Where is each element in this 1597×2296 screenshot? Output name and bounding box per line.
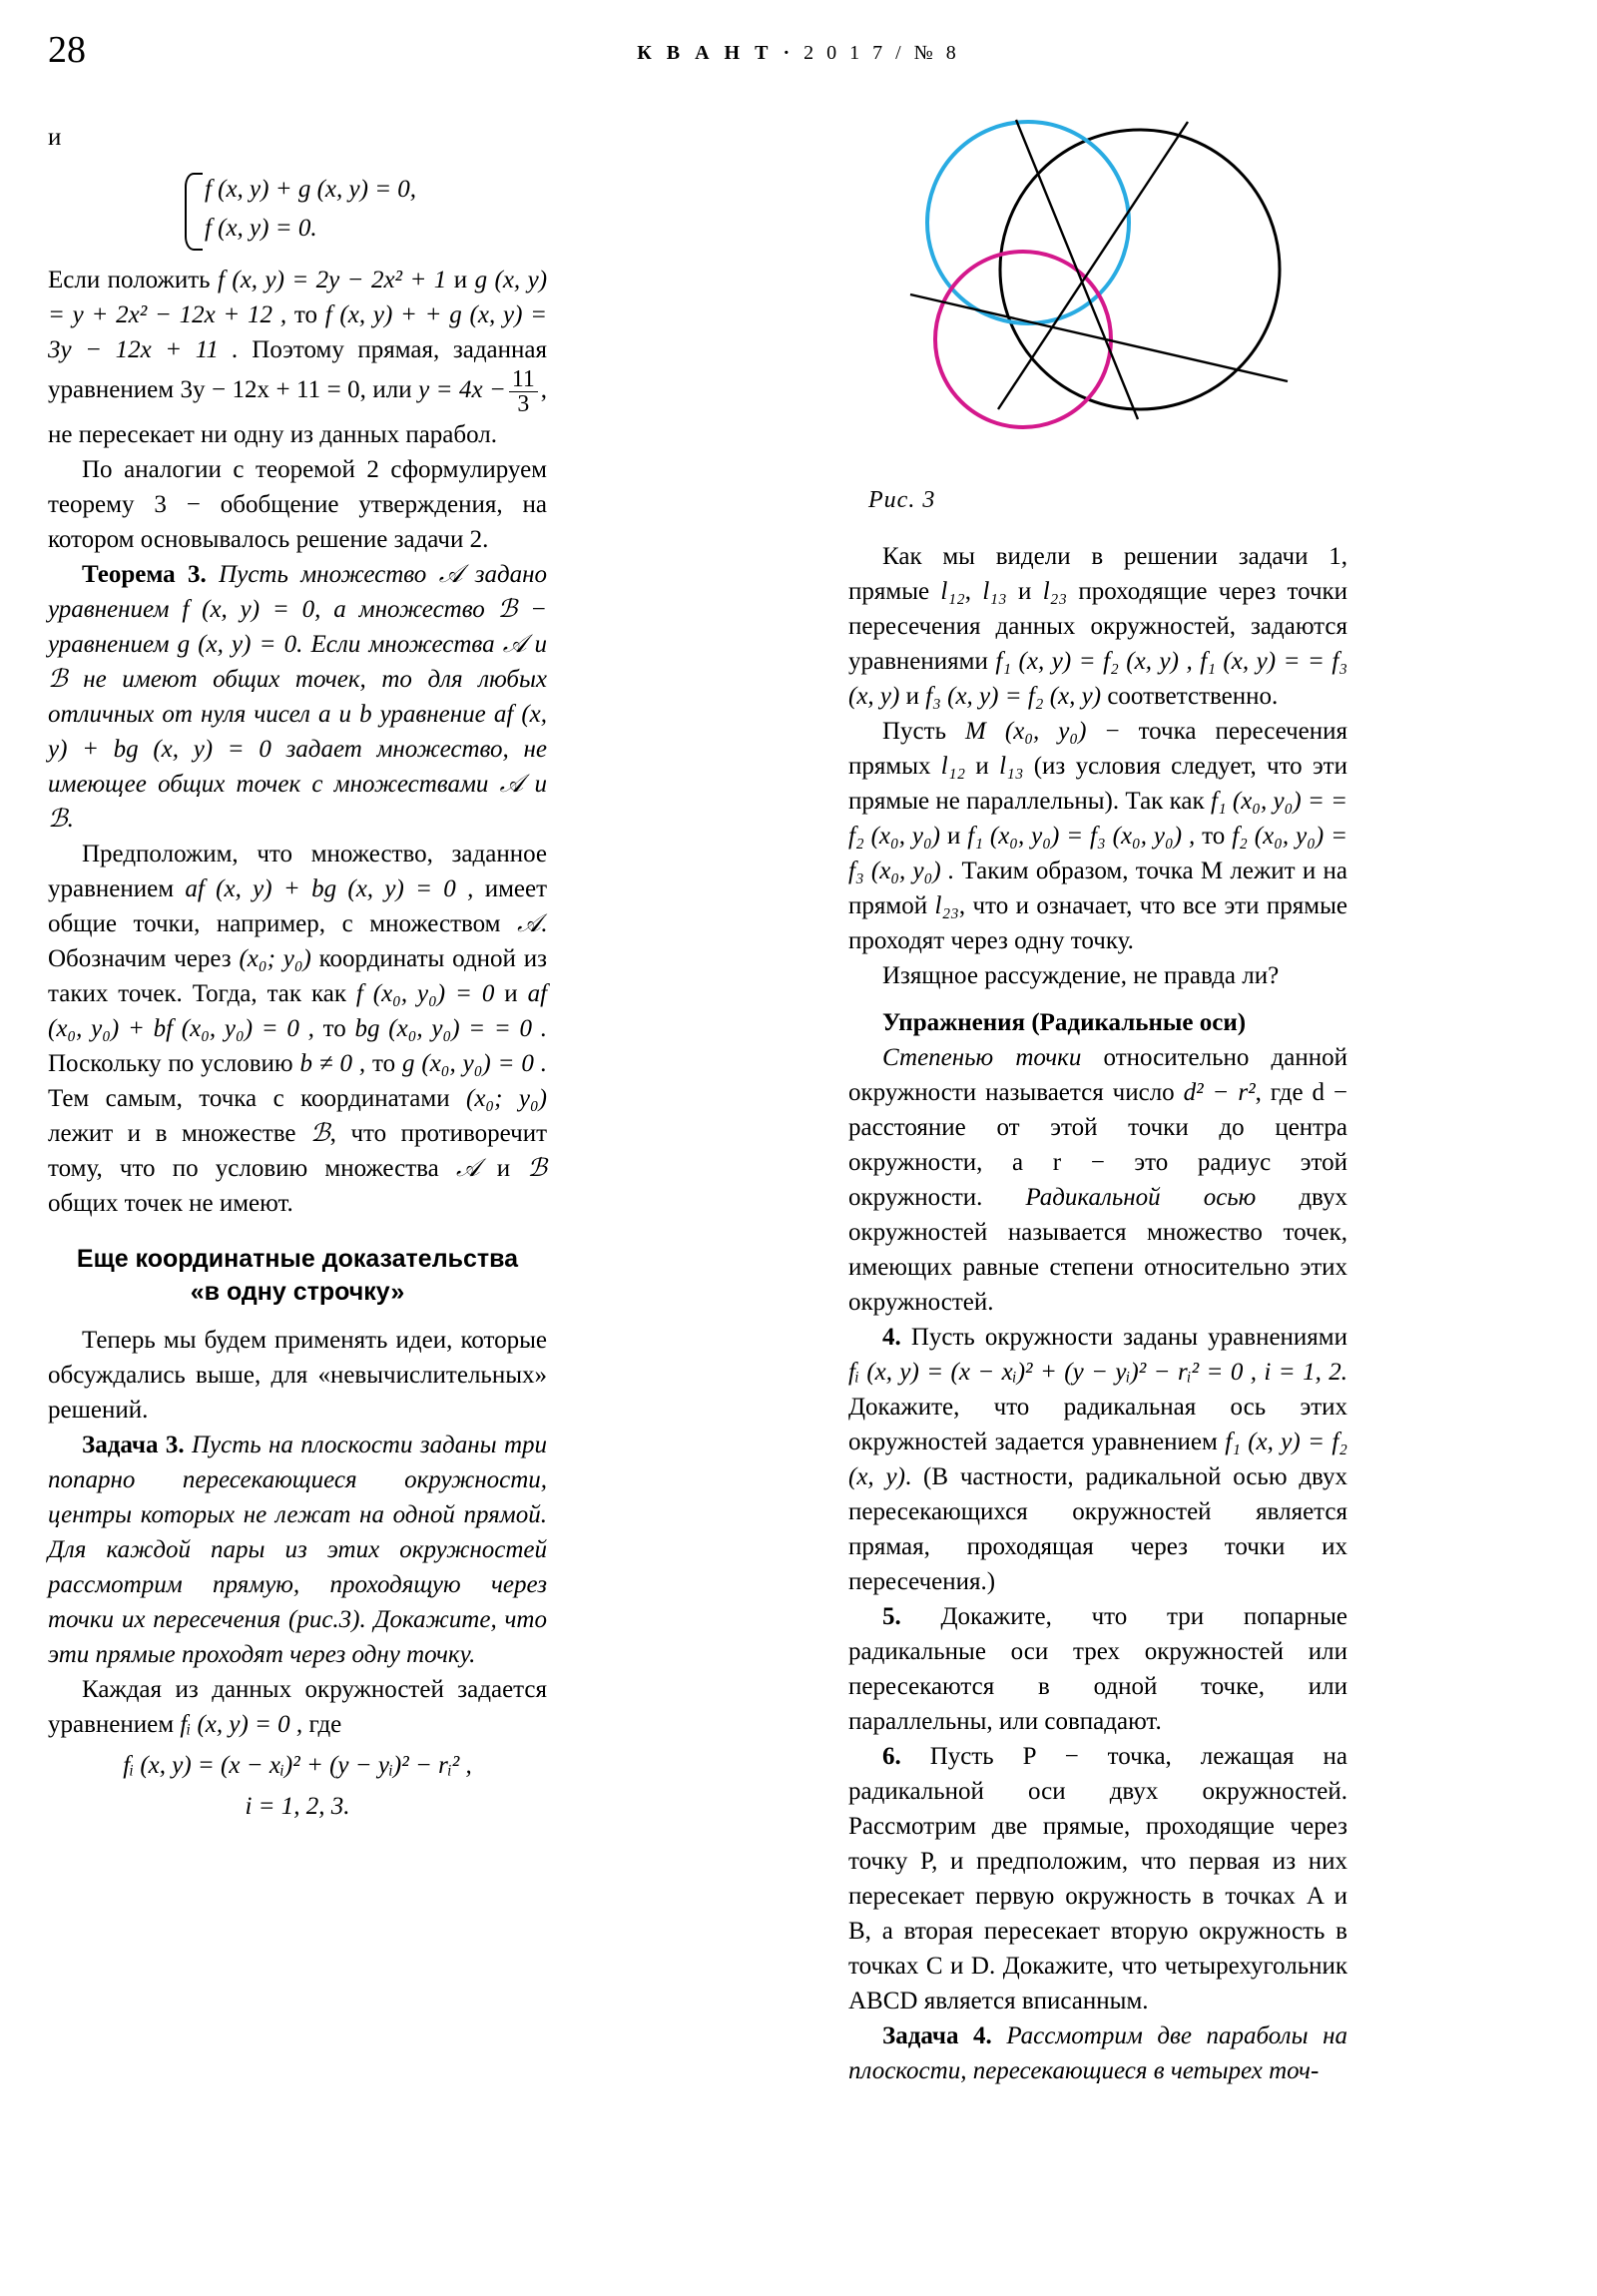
- task-4: [848, 2018, 1347, 2088]
- p3-e: и: [504, 980, 518, 1008]
- set-b-symbol-5: ℬ: [527, 1155, 548, 1183]
- section-heading-line-1: Еще координатные доказательства: [76, 1245, 519, 1274]
- fraction-denominator: 3: [509, 391, 538, 417]
- r-p2-e: то: [1202, 823, 1226, 850]
- exercise-4-equation-2: f₁ (x, y) = f₂ (x, y): [848, 1429, 1347, 1490]
- r-p1-c: и: [905, 683, 919, 710]
- task-4-label: Задача 4.: [882, 2022, 992, 2049]
- paragraph-each-circle: [48, 1672, 547, 1742]
- set-b-symbol-3: ℬ: [48, 806, 68, 834]
- theorem-t8: задает множество, не имеющее общих точек с множествами: [48, 736, 547, 799]
- theorem-t9: и: [534, 771, 548, 799]
- exercises-label: Упражнения: [882, 1009, 1026, 1036]
- running-head: [0, 42, 1597, 65]
- theorem-t7: не имеют общих точек, то для любых отличных от нуля чисел a и b уравнение: [48, 666, 548, 729]
- p1-formula-g: g (x, y) = y + 2x² − 12x + 12 ,: [48, 266, 548, 328]
- exercise-4-b: Докажите, что радикальная ось этих окружностей задается уравнением: [848, 1394, 1347, 1455]
- p5-b: где: [308, 1711, 342, 1739]
- degree-formula: d² − r²: [1183, 1079, 1256, 1106]
- ex-intro-5: двух окружностей называется множество точек, имеющих равные степени относительно этих окружностей.: [848, 1184, 1347, 1316]
- r-p2-f: Таким образом, точка M лежит и на прямой: [848, 858, 1347, 919]
- fraction-11-3: [509, 367, 538, 418]
- exercise-4-equation: fᵢ (x, y) = (x − xᵢ)² + (y − yᵢ)² − rᵢ² = 0 , i = 1, 2.: [848, 1359, 1347, 1386]
- term-degree: Степенью точки: [882, 1044, 1082, 1071]
- task-3-label: Задача 3.: [82, 1432, 185, 1459]
- exercise-4-c: . (В частности, радикальной осью двух пересекающихся окружностей является прямая, проходящая через точки их пересечения.): [848, 1463, 1347, 1595]
- r-p2-b: − точка пересечения прямых: [848, 718, 1348, 780]
- task-3-text: Пусть на плоскости заданы три попарно пересекающиеся окружности, центры которых не лежат на одной прямой. Для каждой пары из этих окружностей рассмотрим прямую, проходящую через точки их пересечения (рис.3). Докажите, что эти прямые проходят через одну точку.: [48, 1432, 548, 1669]
- p1-text-b: Поэтому прямая, заданная уравнением 3y − 12x + 11 = 0, или: [48, 335, 547, 403]
- theorem-eq-1: f (x, y) = 0: [182, 596, 315, 624]
- paragraph-now-apply: Теперь мы будем применять идеи, которые обсуждались выше, для «невычислительных» решений.: [48, 1327, 547, 1425]
- p3-m: общих точек не имеют.: [48, 1190, 293, 1218]
- r-p2-d: и: [946, 823, 961, 850]
- p3-a: Предположим, что множество, заданное уравнением: [48, 841, 547, 903]
- exercise-4-a: Пусть окружности заданы уравнениями: [910, 1324, 1347, 1351]
- p1-to: то: [293, 300, 317, 328]
- exercise-6-number: 6.: [882, 1743, 901, 1770]
- display-equation-circle: fᵢ (x, y) = (x − xᵢ)² + (y − yᵢ)² − rᵢ² ,: [123, 1752, 472, 1780]
- r-comma: ,: [964, 578, 972, 605]
- paragraph-lines-l: [848, 539, 1347, 714]
- paragraph-elegant: Изящное рассуждение, не правда ли?: [882, 962, 1280, 989]
- p1-line-eq: y = 4x −: [418, 375, 506, 403]
- radical-axis-l23: [998, 122, 1188, 409]
- line-l13: l₁₃: [982, 578, 1007, 605]
- set-b-symbol-4: ℬ: [310, 1120, 330, 1148]
- paragraph-analogy: По аналогии с теоремой 2 сформулируем теорему 3 − обобщение утверждения, на котором основывалось решение задачи 2.: [48, 456, 547, 554]
- theorem-t4: − уравнением: [48, 596, 547, 659]
- theorem-t3: , а множество: [314, 596, 485, 624]
- theorem-t1: Пусть множество: [219, 561, 427, 589]
- p3-eq-2: f (x₀, y₀) = 0: [355, 980, 495, 1008]
- exercises-heading: [848, 1005, 1347, 1040]
- theorem-label: Теорема 3.: [82, 561, 207, 589]
- p1-text-a: Если положить: [48, 266, 211, 293]
- theorem-t6: и: [534, 631, 548, 659]
- figure-caption: Рис. 3: [868, 487, 936, 513]
- r-p2-eq-2: f₁ (x₀, y₀) = f₃ (x₀, y₀) ,: [967, 823, 1196, 850]
- r-eq-3: f₃ (x, y) = f₂ (x, y): [925, 683, 1102, 710]
- theorem-t2: задано уравнением: [48, 561, 548, 624]
- p5-a: Каждая из данных окружностей задается уравнением: [48, 1676, 547, 1739]
- r-p1-d: соответственно.: [1107, 683, 1279, 710]
- set-a-symbol-3: 𝒜: [499, 771, 524, 799]
- p3-h: то: [371, 1050, 396, 1078]
- p3-l: и: [496, 1155, 511, 1183]
- line-l13-b: l₁₃: [999, 753, 1024, 780]
- intro-word: и: [48, 124, 62, 151]
- r-p2-a: Пусть: [882, 718, 946, 745]
- point-M: M (x₀, y₀): [965, 718, 1087, 745]
- radical-axis-l12: [1016, 120, 1138, 419]
- r-p2-eq-3: f₂ (x₀, y₀) = f₃ (x₀, y₀) .: [848, 823, 1348, 884]
- r-p2-g: , что и означает, что все эти прямые проходят через одну точку.: [848, 892, 1347, 954]
- p3-c: . Обозначим через: [48, 910, 547, 973]
- p3-eq-6: g (x₀, y₀) = 0 .: [401, 1050, 547, 1078]
- p3-eq-4: bg (x₀, y₀) = = 0 .: [354, 1015, 548, 1043]
- set-a-symbol-2: 𝒜: [502, 631, 527, 659]
- set-b-symbol-2: ℬ: [48, 666, 68, 694]
- term-radical-axis: Радикальной осью: [1025, 1184, 1257, 1211]
- p1-formula-sum: + g (x, y) = 3y − 12x + 11 .: [48, 300, 548, 363]
- system-of-equations: [48, 161, 547, 257]
- r-p2-c: (из условия следует, что эти прямые не параллельны). Так как: [848, 753, 1347, 815]
- exercise-6-text: Пусть P − точка, лежащая на радикальной оси двух окружностей. Рассмотрим две прямые, проходящие через точку P, и предположим, что первая из них пересекает первую окружность в точках A и B, а вторая пересекает вторую окружность в точках C и D. Докажите, что четырехугольник ABCD является вписанным.: [848, 1743, 1347, 2014]
- black-circle: [1000, 130, 1280, 409]
- header-separator: ·: [783, 42, 795, 64]
- radical-axis-l13: [910, 294, 1288, 381]
- system-line-2: f (x, y) = 0.: [204, 214, 317, 242]
- p3-d: координаты одной из таких точек. Тогда, так как: [48, 945, 547, 1008]
- set-a-symbol-4: 𝒜: [517, 910, 541, 938]
- task-4-text: Рассмотрим две параболы на плоскости, пересекающиеся в четырех точ-: [848, 2022, 1347, 2084]
- three-circles-diagram: [848, 110, 1367, 489]
- ex-intro-3: , где d − расстояние от этой точки до центра окружности, а r − это радиус этой окружности.: [848, 1079, 1348, 1211]
- p3-k: , что противоречит тому, что по условию множества: [48, 1120, 548, 1183]
- exercise-4: [848, 1320, 1347, 1599]
- theorem-eq-3: af (x, y) + bg (x, y) = 0: [48, 701, 547, 764]
- right-column: [848, 539, 1347, 2088]
- r-eq-2: f₁ (x, y) = = f₃ (x, y): [848, 648, 1348, 710]
- exercise-5-text: Докажите, что три попарные радикальные оси трех окружностей или пересекаются в одной точке, или параллельны, или совпадают.: [848, 1603, 1347, 1735]
- line-l12-b: l₁₂: [940, 753, 966, 780]
- left-column: [48, 120, 547, 1830]
- system-line-1: f (x, y) + g (x, y) = 0,: [204, 176, 417, 203]
- line-l23: l₂₃: [1042, 578, 1068, 605]
- r-p1-b: проходящие через точки пересечения данных окружностей, задаются уравнениями: [848, 578, 1348, 675]
- theorem-3: [48, 557, 547, 837]
- issue-label: 2 0 1 7 / № 8: [803, 42, 960, 64]
- p3-i: Тем самым, точка с координатами: [48, 1085, 450, 1113]
- p3-b: имеет общие точки, например, с множеством: [48, 875, 548, 938]
- p3-eq-1: af (x, y) + bg (x, y) = 0 ,: [185, 875, 474, 903]
- r-p2-eq-1: f₁ (x₀, y₀) = = f₂ (x₀, y₀): [848, 788, 1348, 850]
- section-heading: [48, 1243, 547, 1309]
- line-l23-b: l₂₃: [934, 892, 959, 919]
- theorem-end: .: [67, 806, 74, 834]
- paragraph-if-put: [48, 263, 547, 453]
- theorem-eq-2: g (x, y) = 0: [177, 631, 297, 659]
- p1-and: и: [453, 266, 468, 293]
- fraction-numerator: 11: [511, 365, 535, 392]
- exercise-6: [848, 1739, 1347, 2018]
- section-heading-line-2: «в одну строчку»: [190, 1278, 405, 1307]
- p3-eq-3: af (x₀, y₀) + bf (x₀, y₀) = 0 ,: [48, 980, 548, 1043]
- p3-j: лежит и в множестве: [48, 1120, 296, 1148]
- p3-eq-5: b ≠ 0 ,: [299, 1050, 366, 1078]
- task-3: [48, 1428, 547, 1672]
- p3-g: Поскольку по условию: [48, 1050, 293, 1078]
- p1-formula-f: f (x, y) = 2y − 2x² + 1: [217, 266, 447, 293]
- theorem-t5: . Если множества: [296, 631, 495, 659]
- journal-title: К В А Н Т: [637, 42, 774, 64]
- exercise-4-number: 4.: [882, 1324, 901, 1351]
- r-eq-1: f₁ (x, y) = f₂ (x, y) ,: [995, 648, 1193, 675]
- r-and: и: [1018, 578, 1032, 605]
- p3-point: (x₀; y₀): [239, 945, 311, 973]
- p3-point-2: (x₀; y₀): [466, 1085, 547, 1113]
- p3-f: то: [322, 1015, 346, 1043]
- paragraph-point-M: [848, 714, 1347, 958]
- paragraph-proof: [48, 837, 547, 1221]
- p5-eq: fᵢ (x, y) = 0 ,: [180, 1711, 303, 1739]
- exercise-5: [848, 1599, 1347, 1739]
- figure-rис-3: [848, 110, 1367, 489]
- exercise-5-number: 5.: [882, 1603, 901, 1630]
- set-a-symbol-5: 𝒜: [455, 1155, 480, 1183]
- exercises-topic: (Радикальные оси): [1031, 1009, 1247, 1036]
- r-p2-and: и: [975, 753, 989, 780]
- paragraph-degree-definition: [848, 1040, 1347, 1320]
- p1-formula-fplus: f (x, y) +: [324, 300, 417, 328]
- set-b-symbol: ℬ: [497, 596, 518, 624]
- r-p1-a: Как мы видели в решении задачи 1, прямые: [848, 543, 1347, 605]
- display-equation-index: i = 1, 2, 3.: [245, 1793, 350, 1821]
- p1-text-c: , не пересекает ни одну из данных парабол.: [48, 375, 548, 449]
- line-l12: l₁₂: [940, 578, 965, 605]
- ex-intro-2: относительно данной окружности называется число: [848, 1044, 1347, 1106]
- set-a-symbol: 𝒜: [438, 561, 463, 589]
- page-number: 28: [48, 29, 86, 71]
